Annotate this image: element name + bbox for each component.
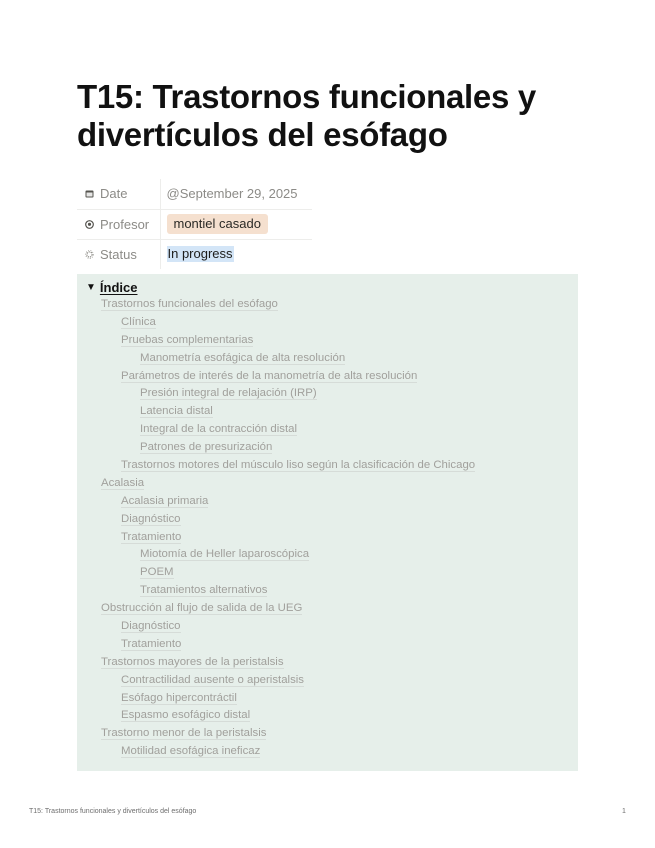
toc-item[interactable]: Diagnóstico (121, 620, 181, 633)
triangle-down-icon[interactable]: ▼ (86, 281, 96, 293)
toc-item[interactable]: Manometría esofágica de alta resolución (140, 351, 346, 364)
toc-callout (77, 274, 578, 771)
toc-item[interactable]: Integral de la contracción distal (140, 423, 298, 436)
toc-item[interactable]: Motilidad esofágica ineficaz (121, 745, 261, 758)
footer-document-title: T15: Trastornos funcionales y divertículos del esófago (29, 808, 197, 815)
toc-item[interactable]: Presión integral de relajación (IRP) (140, 387, 317, 400)
toc-item[interactable]: Espasmo esofágico distal (121, 709, 251, 722)
property-label: Profesor (100, 216, 150, 232)
footer-page-number: 1 (622, 808, 626, 815)
property-row-date (77, 179, 312, 209)
toc-item[interactable]: Clínica (121, 315, 156, 328)
toc-item[interactable]: Trastornos funcionales del esófago (101, 298, 278, 310)
properties-table (77, 179, 312, 269)
toc-item[interactable]: Esófago hipercontráctil (121, 691, 237, 704)
date-value-cell[interactable] (160, 179, 312, 209)
status-badge[interactable]: In progress (167, 246, 233, 262)
table-of-contents (86, 296, 568, 761)
toc-item[interactable]: Tratamientos alternativos (140, 584, 268, 597)
page-title: T15: Trastornos funcionales y divertículos del esófago (77, 78, 536, 153)
toc-item[interactable]: Tratamiento (121, 530, 182, 543)
date-value[interactable]: @September 29, 2025 (166, 186, 298, 202)
person-icon (85, 220, 94, 229)
toc-item[interactable]: Latencia distal (140, 405, 213, 418)
toc-item[interactable]: Trastornos mayores de la peristalsis (101, 655, 284, 668)
toc-item[interactable]: Miotomía de Heller laparoscópica (140, 548, 310, 561)
toc-item[interactable]: Diagnóstico (121, 512, 181, 525)
toc-item[interactable]: Pruebas complementarias (121, 333, 254, 346)
toc-item[interactable]: POEM (140, 566, 174, 579)
toc-item[interactable]: Obstrucción al flujo de salida de la UEG (101, 602, 303, 615)
toc-item[interactable]: Patrones de presurización (140, 441, 273, 454)
toc-item[interactable]: Tratamiento (121, 637, 182, 650)
status-icon (85, 250, 94, 259)
toc-item[interactable]: Parámetros de interés de la manometría de alta resolución (121, 369, 418, 382)
toc-heading[interactable]: Índice (99, 279, 138, 295)
status-value-cell[interactable] (160, 239, 312, 269)
property-label: Date (100, 186, 128, 202)
toc-toggle[interactable] (86, 279, 568, 295)
toc-item[interactable]: Trastorno menor de la peristalsis (101, 727, 267, 740)
calendar-icon (85, 189, 94, 198)
property-label: Status (100, 246, 137, 262)
toc-item[interactable]: Acalasia (101, 476, 145, 489)
toc-item[interactable]: Contractilidad ausente o aperistalsis (121, 673, 304, 686)
property-row-status (77, 239, 312, 269)
toc-item[interactable]: Acalasia primaria (121, 494, 209, 507)
toc-item[interactable]: Trastornos motores del músculo liso según la clasificación de Chicago (121, 459, 476, 472)
profesor-tag[interactable]: montiel casado (167, 214, 268, 234)
profesor-value-cell[interactable] (160, 209, 312, 239)
property-row-profesor (77, 209, 312, 239)
